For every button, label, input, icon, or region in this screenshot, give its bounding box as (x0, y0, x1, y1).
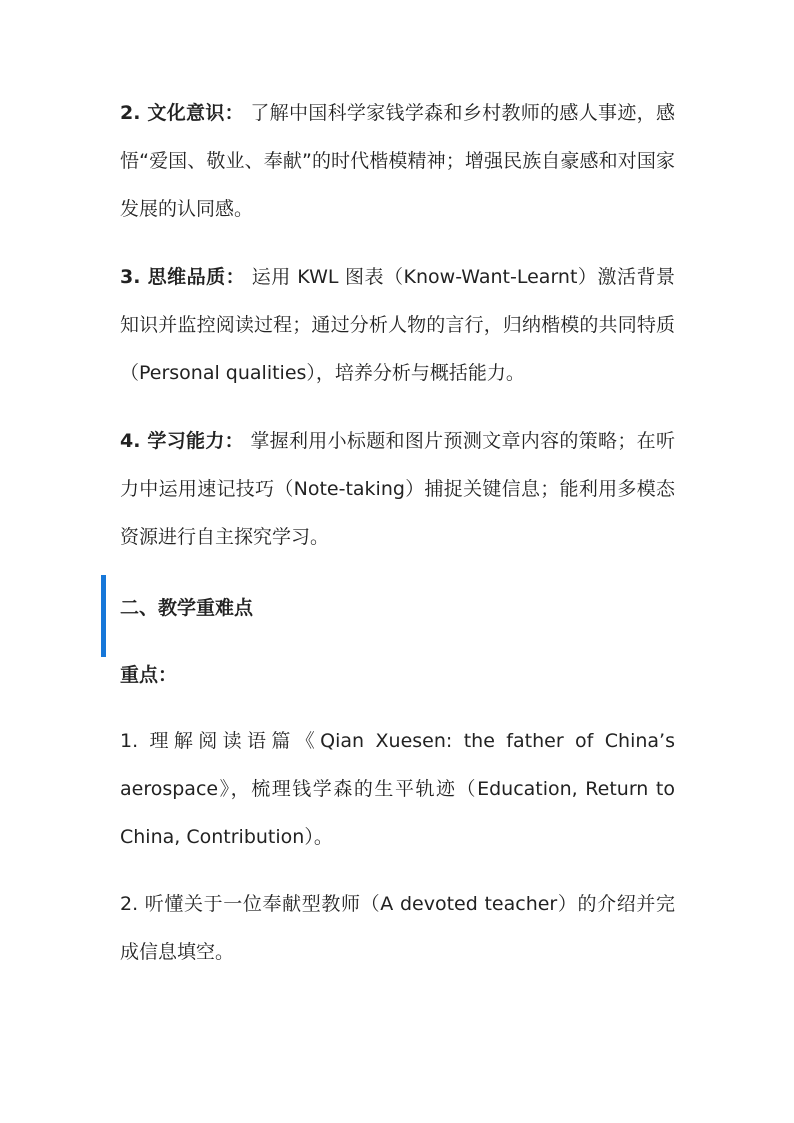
focus-point-1: 1. 理解阅读语篇《Qian Xuesen: the father of China’s aerospace》，梳理钱学森的生平轨迹（Education, Return to China, Contribution）。 (120, 730, 675, 848)
goal-learning-ability (120, 417, 675, 561)
goal-label: 2. 文化意识： (120, 102, 244, 124)
goal-text: 运用 KWL 图表（Know-Want-Learnt）激活背景知识并监控阅读过程；通过分析人物的言行，归纳楷模的共同特质（Personal qualities），培养分析与概括能力。 (120, 266, 675, 384)
focus-point-2: 2. 听懂关于一位奉献型教师（A devoted teacher）的介绍并完成信息填空。 (120, 893, 675, 963)
goal-text: 了解中国科学家钱学森和乡村教师的感人事迹，感悟“爱国、敬业、奉献”的时代楷模精神；增强民族自豪感和对国家发展的认同感。 (120, 102, 675, 220)
section-heading: 二、教学重难点 (120, 597, 254, 619)
section-accent-bar (101, 575, 106, 657)
goal-label: 4. 学习能力： (120, 430, 244, 452)
goal-label: 3. 思维品质： (120, 266, 246, 288)
focus-label: 重点： (120, 664, 178, 686)
goal-text: 掌握利用小标题和图片预测文章内容的策略；在听力中运用速记技巧（Note-taking）捕捉关键信息；能利用多模态资源进行自主探究学习。 (120, 430, 675, 548)
goal-thinking-quality (120, 253, 675, 397)
goal-cultural-awareness (120, 89, 675, 233)
